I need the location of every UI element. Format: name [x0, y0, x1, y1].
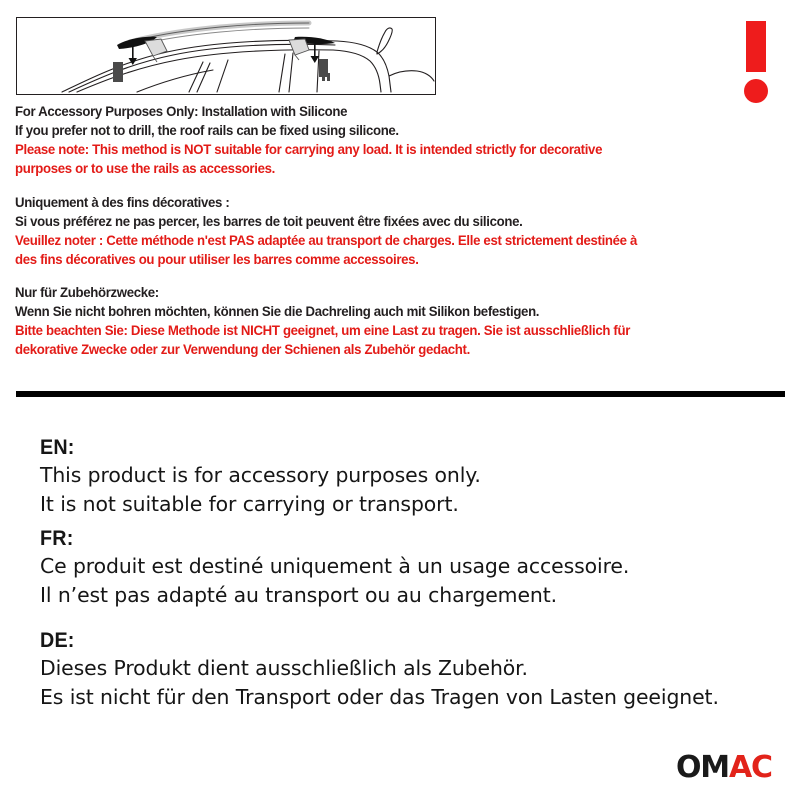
mount-block-left: [113, 62, 123, 82]
notice-en-heading: For Accessory Purposes Only: Installation with Silicone: [15, 104, 348, 120]
roof-rail-installation-illustration: [16, 17, 436, 95]
omac-logo-om: OM: [676, 750, 729, 785]
summary-en-label: EN:: [40, 436, 75, 459]
notice-block-en: [15, 103, 800, 179]
notice-fr-heading: Uniquement à des fins décoratives :: [15, 195, 230, 211]
notice-fr-warning-line2: des fins décoratives ou pour utiliser les barres comme accessoires.: [15, 252, 419, 268]
summary-en-line2: It is not suitable for carrying or transport.: [40, 492, 459, 516]
press-arrow-left: [129, 45, 138, 65]
summary-de-label: DE:: [40, 629, 75, 652]
notice-block-fr: [15, 194, 800, 270]
omac-logo: [676, 752, 782, 784]
notice-de-heading: Nur für Zubehörzwecke:: [15, 285, 159, 301]
summary-de-line1: Dieses Produkt dient ausschließlich als Zubehör.: [40, 656, 528, 680]
notice-de-warning-line2: dekorative Zwecke oder zur Verwendung der Schienen als Zubehör gedacht.: [15, 342, 470, 358]
summary-fr-line2: Il n’est pas adapté au transport ou au chargement.: [40, 583, 557, 607]
notice-de-warning-line1: Bitte beachten Sie: Diese Methode ist NICHT geeignet, um eine Last zu tragen. Sie ist ausschließlich für: [15, 323, 631, 339]
summary-section: [0, 398, 800, 800]
exclamation-dot: [744, 79, 768, 103]
section-divider: [16, 391, 785, 397]
notice-block-de: [15, 284, 800, 360]
notice-fr-line2: Si vous préférez ne pas percer, les barres de toit peuvent être fixées avec du silicone.: [15, 214, 523, 230]
warning-notice-section: [0, 0, 800, 392]
notice-en-line2: If you prefer not to drill, the roof rails can be fixed using silicone.: [15, 123, 399, 139]
summary-block-de: [40, 627, 719, 712]
summary-fr-label: FR:: [40, 527, 74, 550]
notice-en-warning-line2: purposes or to use the rails as accessories.: [15, 161, 275, 177]
press-arrow-right: [311, 43, 320, 63]
summary-de-line2: Es ist nicht für den Transport oder das Tragen von Lasten geeignet.: [40, 685, 719, 709]
summary-block-fr: [40, 525, 629, 610]
summary-en-line1: This product is for accessory purposes only.: [40, 463, 481, 487]
car-roof-rails-silicone-diagram-icon: [17, 18, 435, 94]
summary-block-en: [40, 434, 481, 519]
exclamation-bar: [746, 21, 766, 72]
notice-en-warning-line1: Please note: This method is NOT suitable for carrying any load. It is intended strictly for decorative: [15, 142, 603, 158]
summary-fr-line1: Ce produit est destiné uniquement à un usage accessoire.: [40, 554, 630, 578]
omac-logo-ac: AC: [728, 750, 772, 785]
notice-fr-warning-line1: Veuillez noter : Cette méthode n'est PAS adaptée au transport de charges. Elle est strictement destinée à: [15, 233, 638, 249]
exclamation-mark-icon: [740, 21, 778, 97]
notice-de-line2: Wenn Sie nicht bohren möchten, können Sie die Dachreling auch mit Silikon befestigen.: [15, 304, 540, 320]
